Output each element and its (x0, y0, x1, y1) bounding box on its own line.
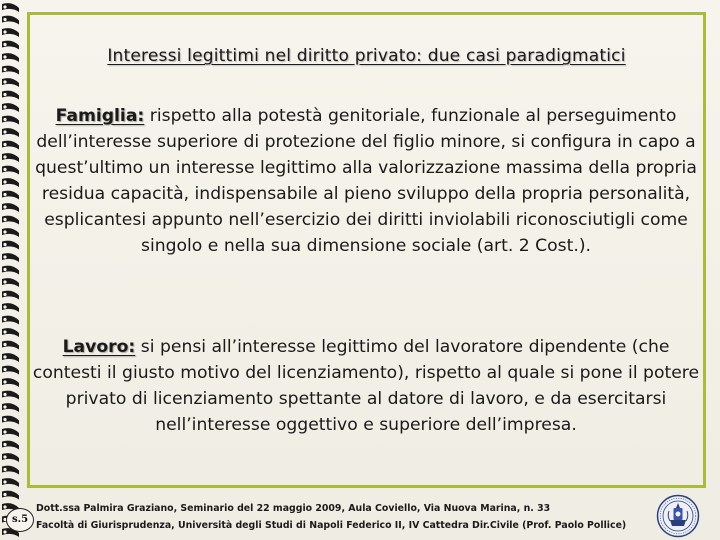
spiral-hole (3, 493, 6, 496)
spiral-hole (3, 355, 6, 358)
spiral-hole (3, 30, 6, 33)
spiral-hole (3, 243, 6, 246)
spiral-hole (3, 530, 6, 533)
spiral-hole (3, 5, 6, 8)
slide-title-text: Interessi legittimi nel diritto privato: due casi paradigmatici (107, 46, 626, 66)
spiral-hole (3, 268, 6, 271)
spiral-hole (3, 280, 6, 283)
slide-title (27, 46, 706, 66)
spiral-hole (3, 193, 6, 196)
spiral-hole (3, 305, 6, 308)
spiral-hole (3, 93, 6, 96)
spiral-hole (3, 430, 6, 433)
university-seal-icon (656, 494, 700, 538)
famiglia-text: rispetto alla potestà genitoriale, funzionale al perseguimento dell’interesse superiore di protezione del figlio minore, si configura in capo a quest’ultimo un interesse legittimo alla valorizzazione massima della propria residua capacità, indispensabile al pieno sviluppo della propria personalità, esplicantesi appunto nell’esercizio dei diritti inviolabili riconosciutigli come singolo e nella sua dimensione sociale (art. 2 Cost.). (35, 106, 697, 256)
spiral-hole (3, 480, 6, 483)
lavoro-text: si pensi all’interesse legittimo del lavoratore dipendente (che contesti il giusto motivo del licenziamento), rispetto al quale si pone il potere privato di licenziamento spettante al datore di lavoro, e da esercitarsi nell’interesse oggettivo e superiore dell’impresa. (32, 337, 700, 435)
spiral-hole (3, 455, 6, 458)
spiral-hole (3, 505, 6, 508)
spiral-hole (3, 255, 6, 258)
spiral-hole (3, 418, 6, 421)
spiral-hole (3, 380, 6, 383)
spiral-hole (3, 80, 6, 83)
spiral-hole (3, 443, 6, 446)
spiral-hole (3, 218, 6, 221)
spiral-hole (3, 43, 6, 46)
lavoro-paragraph (30, 334, 702, 438)
footer-line-2: Facoltà di Giurisprudenza, Università degli Studi di Napoli Federico II, IV Cattedra Dir.Civile (Prof. Paolo Pollice) (36, 520, 627, 531)
lavoro-keyword: Lavoro: (62, 337, 136, 357)
famiglia-paragraph (30, 103, 702, 259)
spiral-hole (3, 468, 6, 471)
footer-line-1: Dott.ssa Palmira Graziano, Seminario del 22 maggio 2009, Aula Coviello, Via Nuova Marina, n. 33 (36, 503, 551, 514)
spiral-hole (3, 155, 6, 158)
spiral-hole (3, 168, 6, 171)
spiral-hole (3, 18, 6, 21)
spiral-hole (3, 143, 6, 146)
spiral-hole (3, 230, 6, 233)
spiral-binding-icon (0, 0, 22, 540)
slide-number-badge: s.5 (6, 508, 34, 532)
spiral-hole (3, 293, 6, 296)
famiglia-keyword: Famiglia: (55, 106, 145, 126)
spiral-hole (3, 118, 6, 121)
spiral-hole (3, 368, 6, 371)
spiral-hole (3, 55, 6, 58)
spiral-hole (3, 343, 6, 346)
spiral-hole (3, 405, 6, 408)
spiral-hole (3, 68, 6, 71)
spiral-hole (3, 105, 6, 108)
spiral-hole (3, 393, 6, 396)
spiral-hole (3, 180, 6, 183)
spiral-hole (3, 205, 6, 208)
spiral-hole (3, 318, 6, 321)
spiral-hole (3, 130, 6, 133)
spiral-hole (3, 330, 6, 333)
footer (36, 500, 656, 534)
